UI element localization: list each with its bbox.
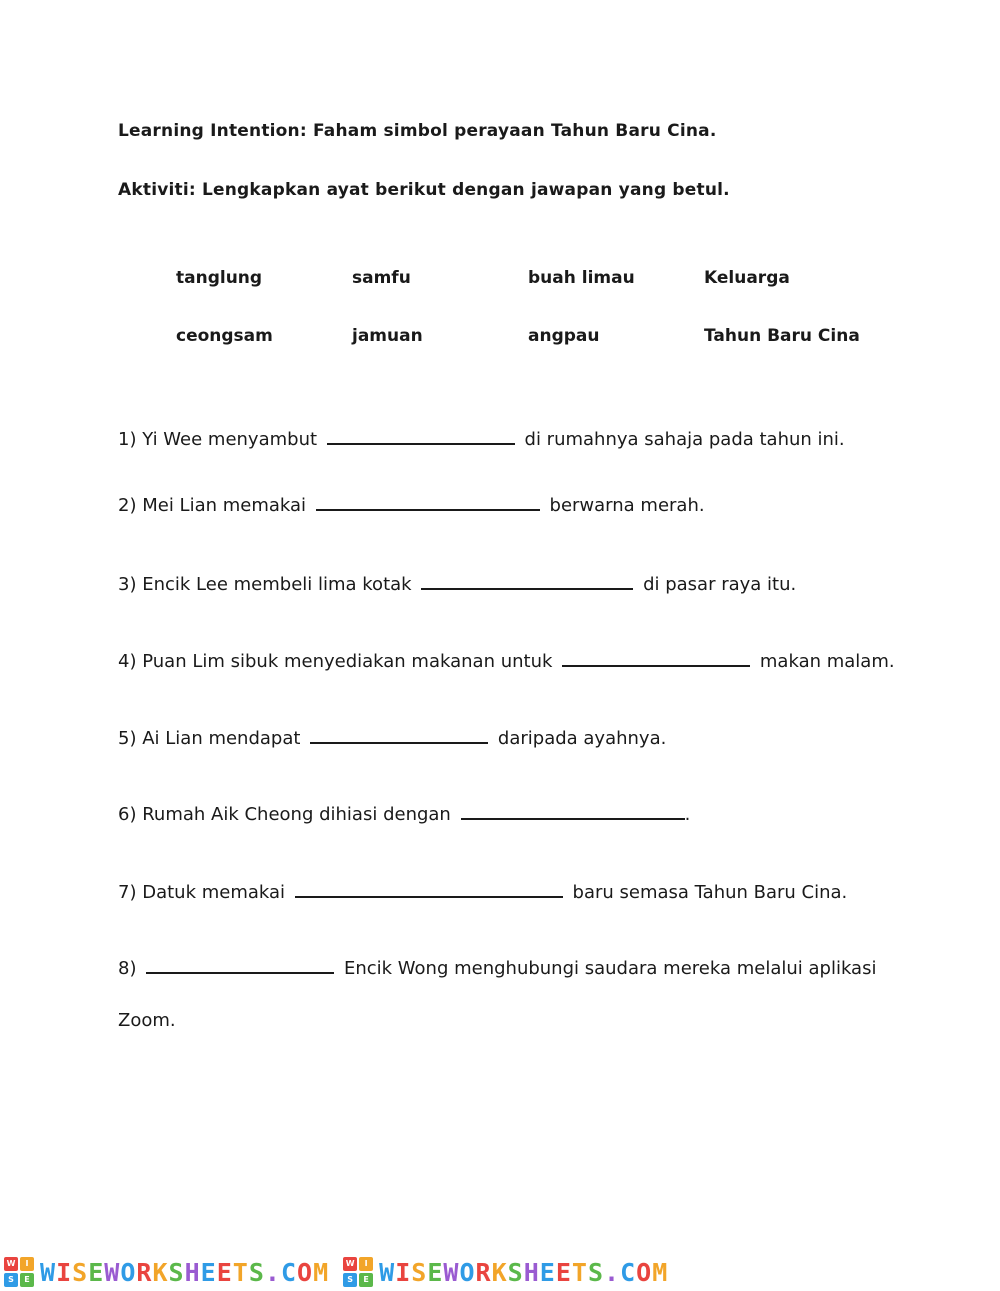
question-text-after: daripada ayahnya. (497, 728, 667, 749)
question-number: 7) (118, 882, 137, 903)
word-bank-item: jamuan (352, 326, 423, 346)
word-bank-item: tanglung (176, 268, 263, 288)
word-bank-item: angpau (528, 326, 600, 346)
brand-logo-icon (343, 1257, 373, 1287)
footer-watermark (0, 1256, 1000, 1288)
answer-blank-5[interactable] (310, 726, 488, 744)
question-number: 2) (118, 495, 137, 516)
question-1 (118, 427, 845, 452)
logo-letter: W (4, 1257, 18, 1271)
question-text-after: baru semasa Tahun Baru Cina. (572, 882, 848, 903)
question-text-after: Encik Wong menghubungi saudara mereka melalui aplikasi (343, 958, 877, 979)
question-text-before: Datuk memakai (142, 882, 286, 903)
question-text-before: Yi Wee menyambut (142, 429, 318, 450)
question-text-after: makan malam. (759, 651, 895, 672)
question-number: 6) (118, 804, 137, 825)
answer-blank-1[interactable] (327, 427, 515, 445)
brand-text: WISEWORKSHEETS.COM (379, 1257, 669, 1287)
question-text-after: di pasar raya itu. (643, 574, 797, 595)
answer-blank-4[interactable] (562, 649, 750, 667)
learning-intention: Learning Intention: Faham simbol perayaan Tahun Baru Cina. (118, 121, 717, 141)
question-number: 8) (118, 958, 137, 979)
word-bank-item: buah limau (528, 268, 635, 288)
brand-text: WISEWORKSHEETS.COM (40, 1257, 330, 1287)
activity-instruction: Aktiviti: Lengkapkan ayat berikut dengan jawapan yang betul. (118, 180, 730, 200)
word-bank-item: Tahun Baru Cina (704, 326, 860, 346)
question-text-after: di rumahnya sahaja pada tahun ini. (524, 429, 845, 450)
question-3 (118, 572, 796, 597)
question-number: 4) (118, 651, 137, 672)
logo-letter: E (359, 1273, 373, 1287)
question-text-before: Ai Lian mendapat (142, 728, 301, 749)
logo-letter: E (20, 1273, 34, 1287)
question-8-continuation: Zoom. (118, 1010, 176, 1031)
logo-letter: I (20, 1257, 34, 1271)
logo-letter: S (343, 1273, 357, 1287)
question-text-before: Mei Lian memakai (142, 495, 307, 516)
question-7 (118, 880, 847, 905)
answer-blank-2[interactable] (316, 493, 540, 511)
question-text-after: berwarna merah. (549, 495, 705, 516)
answer-blank-8[interactable] (146, 956, 334, 974)
brand-block (343, 1257, 668, 1287)
question-text-before: Encik Lee membeli lima kotak (142, 574, 412, 595)
word-bank-item: ceongsam (176, 326, 273, 346)
question-text-before: Rumah Aik Cheong dihiasi dengan (142, 804, 451, 825)
logo-letter: W (343, 1257, 357, 1271)
answer-blank-7[interactable] (295, 880, 563, 898)
word-bank-item: Keluarga (704, 268, 790, 288)
brand-block (4, 1257, 329, 1287)
word-bank-item: samfu (352, 268, 411, 288)
question-4 (118, 649, 895, 674)
answer-blank-6[interactable] (461, 802, 685, 820)
question-number: 3) (118, 574, 137, 595)
question-text-before: Puan Lim sibuk menyediakan makanan untuk (142, 651, 553, 672)
question-8 (118, 956, 876, 981)
question-5 (118, 726, 666, 751)
answer-blank-3[interactable] (421, 572, 633, 590)
question-number: 1) (118, 429, 137, 450)
brand-logo-icon (4, 1257, 34, 1287)
logo-letter: I (359, 1257, 373, 1271)
question-6 (118, 802, 690, 827)
question-number: 5) (118, 728, 137, 749)
logo-letter: S (4, 1273, 18, 1287)
question-text-after: . (684, 804, 691, 825)
question-2 (118, 493, 705, 518)
